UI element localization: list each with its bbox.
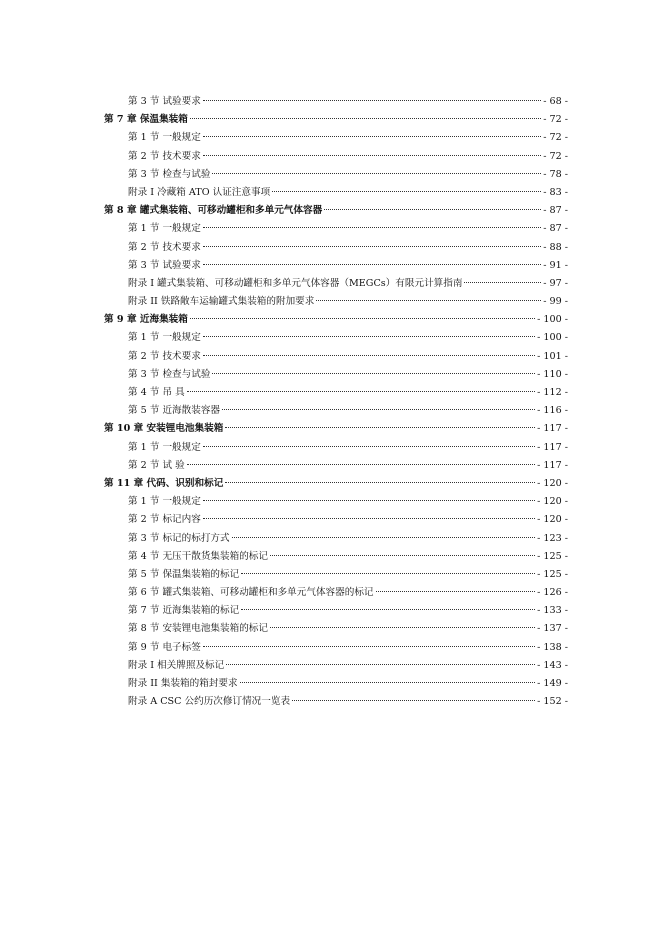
dot-leader [464, 282, 541, 283]
dot-leader [187, 391, 535, 392]
toc-entry-title: 第 6 节 罐式集装箱、可移动罐柜和多单元气体容器的标记 [128, 587, 374, 599]
toc-entry-page: - 137 - [537, 623, 568, 635]
toc-section-entry[interactable] [104, 566, 568, 584]
toc-entry-page: - 117 - [537, 423, 568, 435]
toc-chapter-entry[interactable] [104, 420, 568, 438]
toc-entry-title: 第 11 章 代码、识别和标记 [104, 477, 224, 489]
dot-leader [187, 464, 535, 465]
toc-entry-title: 第 5 节 近海散装容器 [128, 405, 221, 417]
toc-entry-title: 第 1 节 一般规定 [128, 496, 201, 508]
toc-entry-title: 第 2 节 技术要求 [128, 150, 201, 162]
toc-section-entry[interactable] [104, 329, 568, 347]
toc-entry-title: 附录 I 罐式集装箱、可移动罐柜和多单元气体容器（MEGCs）有限元计算指南 [128, 277, 463, 289]
toc-entry-page: - 152 - [537, 696, 568, 708]
toc-section-entry[interactable] [104, 166, 568, 184]
toc-section-entry[interactable] [104, 366, 568, 384]
toc-entry-page: - 123 - [537, 532, 568, 544]
dot-leader [232, 537, 535, 538]
toc-entry-page: - 133 - [537, 605, 568, 617]
toc-section-entry[interactable] [104, 657, 568, 675]
toc-entry-page: - 120 - [537, 496, 568, 508]
toc-entry-title: 第 9 节 电子标签 [128, 641, 201, 653]
toc-entry-title: 第 4 节 吊 具 [128, 387, 185, 398]
toc-section-entry[interactable] [104, 257, 568, 275]
dot-leader [203, 336, 535, 337]
dot-leader [203, 646, 535, 647]
toc-entry-title: 第 4 节 无压干散货集装箱的标记 [128, 550, 268, 562]
toc-entry-page: - 117 - [537, 441, 568, 453]
toc-section-entry[interactable] [104, 293, 568, 311]
toc-section-entry[interactable] [104, 384, 568, 402]
toc-section-entry[interactable] [104, 129, 568, 147]
toc-section-entry[interactable] [104, 148, 568, 166]
dot-leader [225, 482, 535, 483]
toc-entry-title: 第 2 节 技术要求 [128, 350, 201, 362]
toc-entry-page: - 110 - [537, 368, 568, 380]
toc-entry-title: 第 8 章 罐式集装箱、可移动罐柜和多单元气体容器 [104, 205, 323, 217]
dot-leader [316, 300, 541, 301]
toc-entry-page: - 117 - [537, 459, 568, 471]
toc-section-entry[interactable] [104, 620, 568, 638]
toc-section-entry[interactable] [104, 602, 568, 620]
dot-leader [212, 173, 541, 174]
toc-entry-title: 第 5 节 保温集装箱的标记 [128, 568, 240, 580]
table-of-contents [104, 93, 568, 711]
toc-entry-page: - 83 - [543, 186, 568, 198]
dot-leader [324, 209, 541, 210]
toc-section-entry[interactable] [104, 548, 568, 566]
dot-leader [203, 500, 535, 501]
dot-leader [226, 664, 535, 665]
toc-section-entry[interactable] [104, 639, 568, 657]
toc-section-entry[interactable] [104, 275, 568, 293]
toc-entry-page: - 100 - [537, 332, 568, 344]
toc-chapter-entry[interactable] [104, 311, 568, 329]
dot-leader [241, 609, 535, 610]
toc-entry-title: 第 2 节 技术要求 [128, 241, 201, 253]
toc-entry-page: - 138 - [537, 641, 568, 653]
toc-entry-title: 第 3 节 试验要求 [128, 96, 201, 107]
toc-entry-title: 第 1 节 一般规定 [128, 441, 201, 453]
toc-entry-page: - 149 - [537, 678, 568, 689]
toc-entry-page: - 78 - [543, 168, 568, 180]
toc-section-entry[interactable] [104, 439, 568, 457]
toc-entry-title: 第 2 节 试 验 [128, 459, 185, 471]
dot-leader [203, 264, 541, 265]
toc-entry-page: - 125 - [537, 568, 568, 580]
toc-entry-page: - 91 - [543, 259, 568, 271]
toc-entry-page: - 72 - [543, 150, 568, 162]
toc-entry-page: - 88 - [543, 241, 568, 253]
toc-entry-page: - 101 - [537, 350, 568, 362]
toc-entry-page: - 126 - [537, 587, 568, 599]
toc-entry-page: - 116 - [537, 405, 568, 417]
dot-leader [190, 318, 535, 319]
toc-entry-page: - 125 - [537, 550, 568, 562]
toc-entry-title: 第 1 节 一般规定 [128, 332, 201, 344]
toc-entry-title: 附录 II 集装箱的箱封要求 [128, 678, 238, 689]
toc-entry-title: 附录 I 相关牌照及标记 [128, 659, 225, 671]
toc-section-entry[interactable] [104, 457, 568, 475]
dot-leader [203, 446, 535, 447]
toc-entry-title: 第 8 节 安装锂电池集装箱的标记 [128, 623, 268, 635]
toc-section-entry[interactable] [104, 402, 568, 420]
toc-entry-page: - 100 - [537, 314, 568, 326]
toc-section-entry[interactable] [104, 675, 568, 693]
toc-section-entry[interactable] [104, 348, 568, 366]
toc-entry-page: - 68 - [543, 96, 568, 107]
dot-leader [190, 118, 541, 119]
toc-entry-page: - 120 - [537, 514, 568, 526]
toc-section-entry[interactable] [104, 239, 568, 257]
toc-entry-page: - 72 - [543, 132, 568, 144]
toc-section-entry[interactable] [104, 93, 568, 111]
toc-chapter-entry[interactable] [104, 202, 568, 220]
toc-chapter-entry[interactable] [104, 475, 568, 493]
toc-entry-title: 第 1 节 一般规定 [128, 132, 201, 144]
toc-chapter-entry[interactable] [104, 111, 568, 129]
toc-entry-page: - 99 - [543, 296, 568, 308]
toc-entry-page: - 143 - [537, 659, 568, 671]
toc-entry-page: - 112 - [537, 387, 568, 398]
toc-entry-title: 附录 II 铁路敞车运输罐式集装箱的附加要求 [128, 296, 315, 308]
toc-entry-title: 第 3 节 试验要求 [128, 259, 201, 271]
toc-entry-title: 第 10 章 安装锂电池集装箱 [104, 423, 224, 435]
toc-entry-page: - 97 - [543, 277, 568, 289]
toc-entry-page: - 120 - [537, 477, 568, 489]
toc-entry-title: 附录 I 冷藏箱 ATO 认证注意事项 [128, 186, 271, 198]
dot-leader [270, 555, 535, 556]
dot-leader [272, 191, 541, 192]
toc-entry-page: - 72 - [543, 114, 568, 126]
toc-entry-title: 第 9 章 近海集装箱 [104, 314, 188, 326]
toc-entry-page: - 87 - [543, 205, 568, 217]
toc-entry-page: - 87 - [543, 223, 568, 235]
toc-section-entry[interactable] [104, 693, 568, 711]
dot-leader [203, 246, 541, 247]
toc-section-entry[interactable] [104, 184, 568, 202]
toc-entry-title: 第 7 章 保温集装箱 [104, 114, 188, 126]
dot-leader [376, 591, 536, 592]
dot-leader [212, 373, 535, 374]
toc-section-entry[interactable] [104, 220, 568, 238]
dot-leader [203, 518, 535, 519]
dot-leader [203, 155, 541, 156]
dot-leader [203, 136, 541, 137]
toc-section-entry[interactable] [104, 584, 568, 602]
dot-leader [203, 227, 541, 228]
dot-leader [225, 427, 535, 428]
dot-leader [292, 700, 535, 701]
toc-entry-title: 第 3 节 检查与试验 [128, 168, 211, 180]
toc-section-entry[interactable] [104, 530, 568, 548]
toc-section-entry[interactable] [104, 493, 568, 511]
toc-entry-title: 第 3 节 检查与试验 [128, 368, 211, 380]
dot-leader [240, 682, 535, 683]
dot-leader [222, 409, 535, 410]
toc-entry-title: 第 3 节 标记的标打方式 [128, 532, 230, 544]
dot-leader [241, 573, 535, 574]
dot-leader [203, 100, 541, 101]
dot-leader [203, 355, 535, 356]
toc-entry-title: 附录 A CSC 公约历次修订情况一览表 [128, 696, 291, 708]
toc-entry-title: 第 1 节 一般规定 [128, 223, 201, 235]
toc-section-entry[interactable] [104, 511, 568, 529]
dot-leader [270, 627, 535, 628]
toc-entry-title: 第 7 节 近海集装箱的标记 [128, 605, 240, 617]
toc-entry-title: 第 2 节 标记内容 [128, 514, 201, 526]
